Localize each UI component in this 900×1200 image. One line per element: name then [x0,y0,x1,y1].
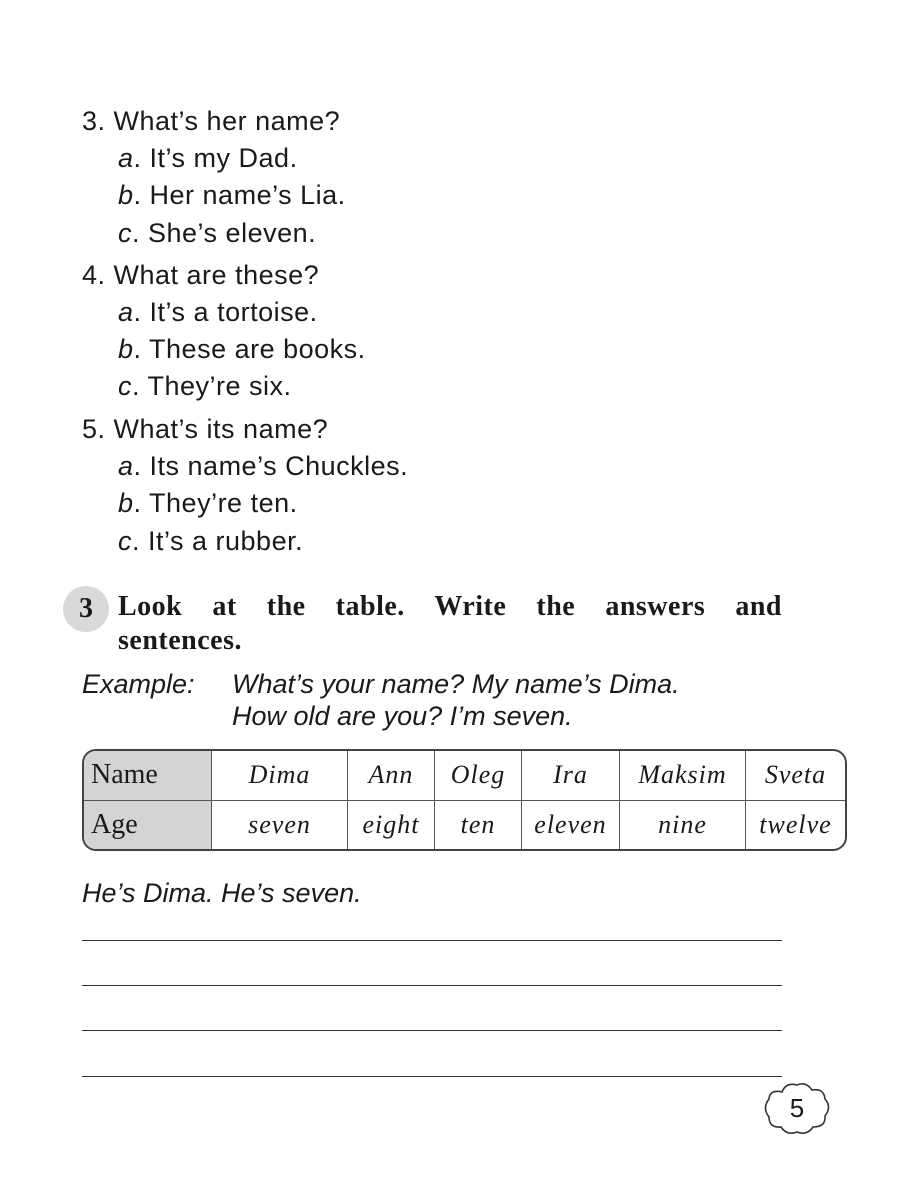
option-5b [118,488,298,519]
option-letter: b [118,180,134,210]
table-cell-name: Sveta [746,751,845,801]
option-5a [118,451,408,482]
table-cell-age: nine [620,801,746,849]
option-text: . It’s my Dad. [133,143,298,173]
table-cell-name: Ira [522,751,620,801]
option-4a [118,297,318,328]
option-3a [118,143,298,174]
option-letter: c [118,218,132,248]
option-4b [118,334,366,365]
option-text: . Her name’s Lia. [133,180,346,210]
example-line-1: What’s your name? My name’s Dima. [232,669,680,699]
option-text: . They’re ten. [133,488,298,518]
question-5: 5. What’s its name? [82,414,329,444]
table-cell-name: Maksim [620,751,746,801]
writing-line-2[interactable] [82,985,782,986]
option-letter: a [118,143,134,173]
option-letter: a [118,297,134,327]
option-text: . Its name’s Chuckles. [133,451,409,481]
option-letter: a [118,451,134,481]
page-number-badge [762,1080,832,1136]
table-cell-name: Dima [212,751,348,801]
option-3c [118,218,316,249]
sample-answer: He’s Dima. He’s seven. [82,878,362,908]
question-3: 3. What’s her name? [82,106,341,136]
option-letter: b [118,488,134,518]
example-block [82,668,680,732]
table-cell-name: Ann [348,751,435,801]
name-age-table [82,749,847,851]
table-cell-age: eleven [522,801,620,849]
option-letter: b [118,334,134,364]
exercise-number-badge: 3 [63,586,109,632]
exercise-instruction: Look at the table. Write the answers and sentences. [118,591,782,656]
option-5c [118,526,303,557]
writing-line-1[interactable] [82,940,782,941]
example-label: Example: [82,669,195,699]
row-header-age: Age [84,801,212,849]
writing-line-3[interactable] [82,1030,782,1031]
option-text: . It’s a rubber. [132,526,304,556]
table-cell-age: seven [212,801,348,849]
option-4c [118,371,292,402]
table-cell-age: ten [435,801,522,849]
question-4: 4. What are these? [82,260,320,290]
option-3b [118,180,346,211]
table-row-names [84,751,845,801]
page-number: 5 [789,1093,805,1123]
example-line-2: How old are you? I’m seven. [232,701,573,731]
table-cell-age: eight [348,801,435,849]
option-text: . They’re six. [132,371,292,401]
table-cell-name: Oleg [435,751,522,801]
table-row-ages [84,801,845,849]
row-header-name: Name [84,751,212,801]
option-text: . These are books. [133,334,366,364]
option-letter: c [118,526,132,556]
table-cell-age: twelve [759,809,832,839]
option-text: . She’s eleven. [132,218,317,248]
option-letter: c [118,371,132,401]
writing-line-4[interactable] [82,1076,782,1077]
option-text: . It’s a tortoise. [133,297,318,327]
